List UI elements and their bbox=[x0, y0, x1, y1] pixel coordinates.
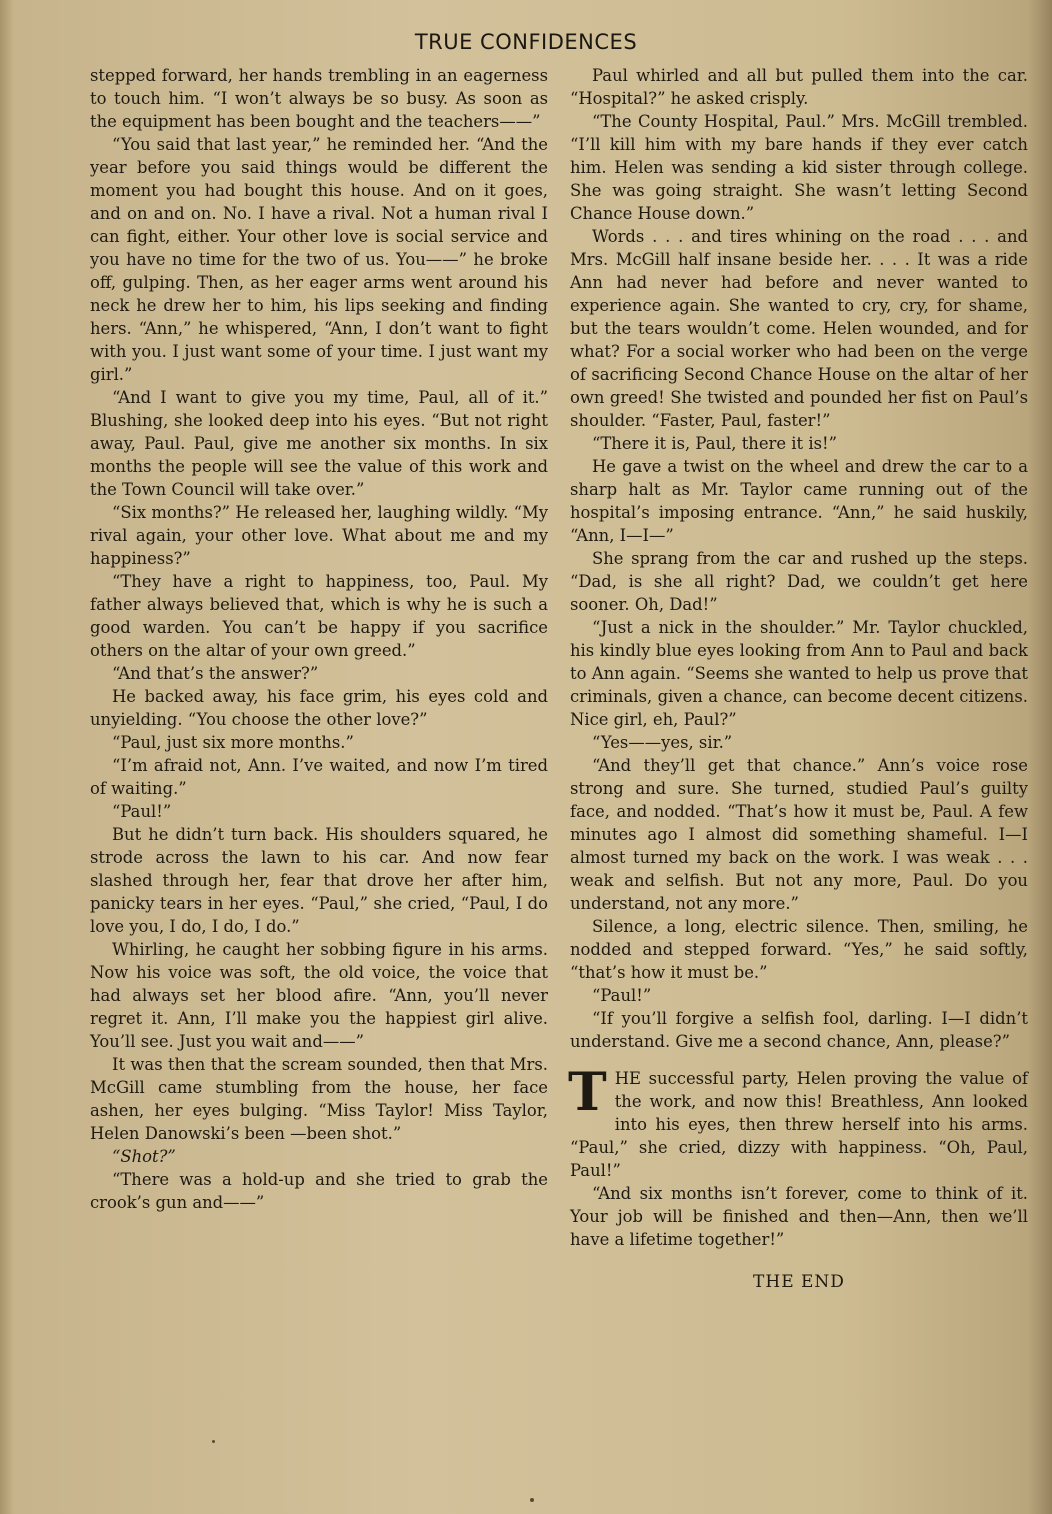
paragraph: “I’m afraid not, Ann. I’ve waited, and now I’m tired of waiting.” bbox=[90, 756, 548, 798]
paragraph: Silence, a long, electric silence. Then, smiling, he nodded and stepped forward. “Yes,” he said softly, “that’s how it must be.” bbox=[570, 917, 1028, 982]
paragraph: “Paul, just six more months.” bbox=[112, 733, 354, 752]
paragraph: “Paul!” bbox=[592, 986, 652, 1005]
paragraph: “And they’ll get that chance.” Ann’s voice rose strong and sure. She turned, studied Paul’s guilty face, and nodded. “That’s how it must be, Paul. A few minutes ago I almost did something shameful. I—I almost turned my back on the work. I was weak . . . weak and selfish. But not any more, Paul. Do you understand, not any more.” bbox=[570, 756, 1028, 913]
paragraph: “If you’ll forgive a selfish fool, darling. I—I didn’t understand. Give me a second chance, Ann, please?” bbox=[570, 1009, 1028, 1051]
paragraph: “And I want to give you my time, Paul, all of it.” Blushing, she looked deep into his eyes. “But not right away, Paul. Paul, give me another six months. In six months the people will see the value of this work and the Town Council will take over.” bbox=[90, 388, 548, 499]
print-speck bbox=[212, 1440, 215, 1443]
paragraph: Words . . . and tires whining on the road . . . and Mrs. McGill half insane beside her. . . . It was a ride Ann had never had before and never wanted to experience again. She wanted to cry, cry, for shame, but the tears wouldn’t come. Helen wounded, and for what? For a social worker who had been on the verge of sacrificing Second Chance House on the altar of her own greed! She twisted and pounded her fist on Paul’s shoulder. “Faster, Paul, faster!” bbox=[570, 227, 1028, 430]
paragraph: “And six months isn’t forever, come to think of it. Your job will be finished and then—Ann, then we’ll have a lifetime together!” bbox=[570, 1184, 1028, 1249]
the-end-label: THE END bbox=[753, 1272, 845, 1292]
paragraph: “Shot?” bbox=[112, 1147, 176, 1166]
paragraph: “Yes——yes, sir.” bbox=[592, 733, 733, 752]
paragraph: Whirling, he caught her sobbing figure in his arms. Now his voice was soft, the old voice, the voice that had always set her blood afire. “Ann, you’ll never regret it. Ann, I’ll make you the happiest girl alive. You’ll see. Just you wait and——” bbox=[90, 940, 548, 1051]
dropcap-letter: T bbox=[568, 1062, 607, 1123]
left-column bbox=[90, 64, 548, 1214]
paragraph: “There it is, Paul, there it is!” bbox=[592, 434, 837, 453]
paragraph: He gave a twist on the wheel and drew the car to a sharp halt as Mr. Taylor came running out of the hospital’s imposing entrance. “Ann,” he said huskily, “Ann, I—I—” bbox=[570, 457, 1028, 545]
paragraph: “And that’s the answer?” bbox=[112, 664, 319, 683]
paragraph: “Paul!” bbox=[112, 802, 172, 821]
print-speck bbox=[530, 1498, 534, 1502]
paragraph: “Six months?” He released her, laughing wildly. “My rival again, your other love. What about me and my happiness?” bbox=[90, 503, 548, 568]
paragraph: Paul whirled and all but pulled them into the car. “Hospital?” he asked crisply. bbox=[570, 66, 1028, 108]
paragraph: He backed away, his face grim, his eyes cold and unyielding. “You choose the other love?” bbox=[90, 687, 548, 729]
dropcap-paragraph bbox=[568, 1062, 1028, 1182]
running-header: TRUE CONFIDENCES bbox=[414, 30, 638, 54]
paragraph: She sprang from the car and rushed up the steps. “Dad, is she all right? Dad, we couldn’t get here sooner. Oh, Dad!” bbox=[570, 549, 1028, 614]
paragraph: “You said that last year,” he reminded her. “And the year before you said things would be different the moment you had bought this house. And on it goes, and on and on. No. I have a rival. Not a human rival I can fight, either. Your other love is social service and you have no time for the two of us. You——” he broke off, gulping. Then, as her eager arms went around his neck he drew her to him, his lips seeking and finding hers. “Ann,” he whispered, “Ann, I don’t want to fight with you. I just want some of your time. I just want my girl.” bbox=[90, 135, 548, 384]
paragraph: “There was a hold-up and she tried to grab the crook’s gun and——” bbox=[90, 1170, 548, 1212]
paragraph: “They have a right to happiness, too, Paul. My father always believed that, which is why he is such a good warden. You can’t be happy if you sacrifice others on the altar of your own greed.” bbox=[90, 572, 548, 660]
paragraph: “The County Hospital, Paul.” Mrs. McGill trembled. “I’ll kill him with my bare hands if they ever catch him. Helen was sending a kid sister through college. She was going straight. She wasn’t letting Second Chance House down.” bbox=[570, 112, 1028, 223]
page-edge-shadow bbox=[1028, 0, 1052, 1514]
paragraph: But he didn’t turn back. His shoulders squared, he strode across the lawn to his car. And now fear slashed through her, fear that drove her after him, panicky tears in her eyes. “Paul,” she cried, “Paul, I do love you, I do, I do, I do.” bbox=[90, 825, 548, 936]
paragraph: “Just a nick in the shoulder.” Mr. Taylor chuckled, his kindly blue eyes looking from Ann to Paul and back to Ann again. “Seems she wanted to help us prove that criminals, given a chance, can become decent citizens. Nice girl, eh, Paul?” bbox=[570, 618, 1028, 729]
dropcap-text: HE successful party, Helen proving the value of the work, and now this! Breathless, Ann looked into his eyes, then threw herself into his arms. “Paul,” she cried, dizzy with happiness. “Oh, Paul, Paul!” bbox=[570, 1069, 1028, 1180]
paragraph: stepped forward, her hands trembling in an eagerness to touch him. “I won’t always be so busy. As soon as the equipment has been bought and the teachers——” bbox=[90, 66, 548, 131]
right-column bbox=[570, 64, 1028, 1294]
paragraph: It was then that the scream sounded, then that Mrs. McGill came stumbling from the house, her face ashen, her eyes bulging. “Miss Taylor! Miss Taylor, Helen Danowski’s been —been shot.” bbox=[90, 1055, 548, 1143]
